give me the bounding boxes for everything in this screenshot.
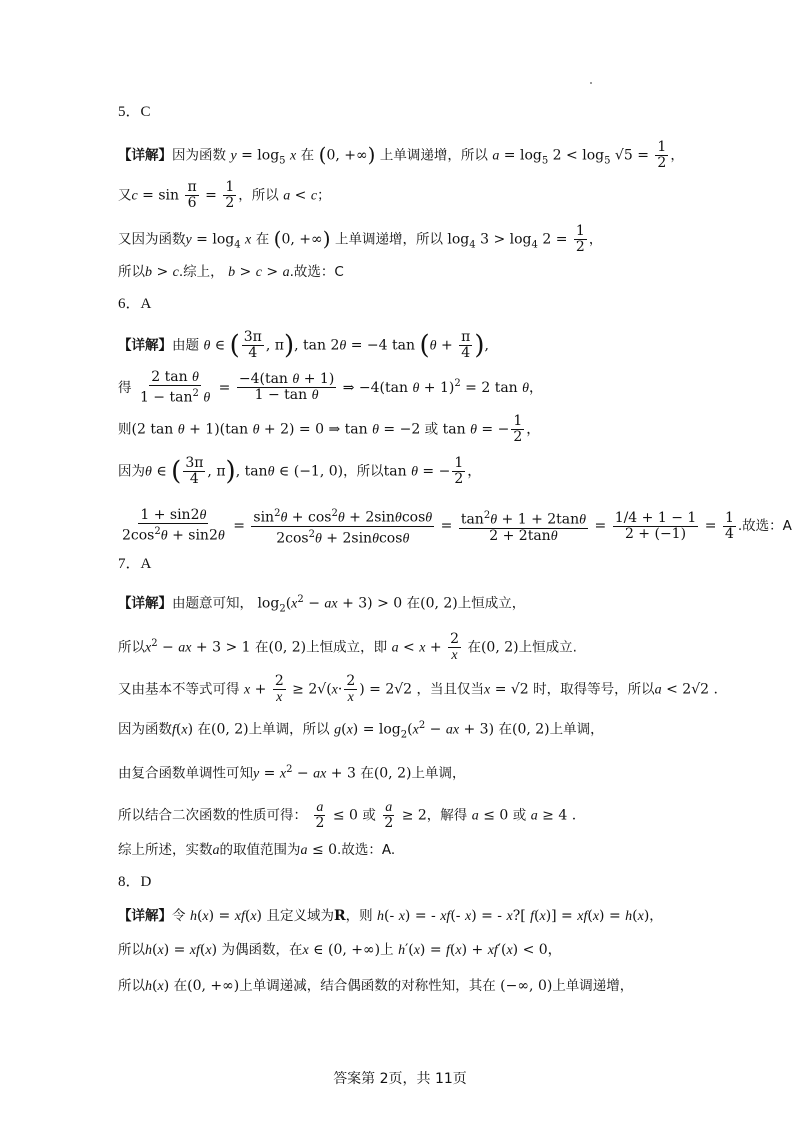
q5-line-1: 【详解】因为函数 $y = \log_5 x$ 在 (0, +∞) 上单调递增，所以 $a = \log_5 2 < \log_5 √5$ = $\frac{1}{2}$ ， bbox=[118, 139, 684, 171]
q7-line-1: 【详解】由题意可知， $\log_2(x^2$ − ax + 3) > 0 在(0, 2)上恒成立， bbox=[118, 594, 526, 615]
q7-line-6: 所以结合二次函数的性质可得： $\frac{a}{2}$ ≤ 0 或 $\frac{a}{2}$ ≥ 2，解得 a ≤ 0 或 a ≥ 4 . bbox=[118, 800, 577, 831]
q8-heading: 8．D bbox=[118, 874, 152, 890]
q7-line-4: 因为函数f(x) 在(0, 2)上单调，所以 $g(x) = \log_2(x^2$ − ax + 3) 在(0, 2)上单调， bbox=[118, 720, 604, 741]
scan-speck bbox=[590, 82, 592, 84]
q7-line-5: 由复合函数单调性可知$y = x^2$ − ax + 3 在(0, 2)上单调， bbox=[118, 764, 466, 782]
q8-line-3: 所以h(x) 在(0, +∞)上单调递减，结合偶函数的对称性知，其在 (−∞, 0)上单调递增， bbox=[118, 978, 634, 994]
q7-line-3: 又由基本不等式可得 x + $\frac{2}{x}$ ≥ 2√(x· $\frac{2}{x}$ ) = 2√2 ，当且仅当x = √2 时，取得等号，所以a < 2√2 . bbox=[118, 673, 718, 705]
q5-line-2: 又c = sin $\frac{\pi}{6}$ = $\frac{1}{2}$ ，所以 a < c； bbox=[118, 179, 331, 211]
q7-line-7: 综上所述，实数a的取值范围为a ≤ 0.故选：A. bbox=[118, 842, 396, 858]
q6-line-4: 因为θ ∈ ( $\frac{3\pi}{4}$ , π), tanθ ∈ (−1, 0)，所以tan θ = − $\frac{1}{2}$ ， bbox=[118, 455, 482, 487]
q8-line-1: 【详解】令 h(x) = xf(x) 且定义域为R，则 h(- x) = - xf(- x) = - x?[ f(x)] = xf(x) = h(x)， bbox=[118, 908, 663, 924]
q6-line-3: 则(2 tan θ + 1)(tan θ + 2) = 0 ⇒ tan θ = −2 或 tan θ = − $\frac{1}{2}$ ， bbox=[118, 413, 541, 445]
q5-line-4: 所以b > c.综上， b > c > a.故选：C bbox=[118, 264, 344, 280]
q5-heading: 5．C bbox=[118, 104, 151, 120]
q6-line-1: 【详解】由题 θ ∈ ( $\frac{3\pi}{4}$ , π), tan 2θ = −4 tan (θ + $\frac{\pi}{4}$ ), bbox=[118, 329, 489, 361]
q7-heading: 7．A bbox=[118, 556, 152, 572]
q7-line-2: 所以$x^2$ − ax + 3 > 1 在(0, 2)上恒成立，即 a < x + $\frac{2}{x}$ 在(0, 2)上恒成立. bbox=[118, 631, 577, 663]
q6-line-2: 得 $\frac{\text{2 tan θ}}{1 - \tan^2 \theta}$ = $\frac{\text{−4(tan θ + 1)}}{\text{1 − tan θ}}$ ⇒ −4(tan θ + 1)$^2$ = 2 tan θ， bbox=[118, 369, 544, 406]
q6-heading: 6．A bbox=[118, 296, 152, 312]
page-footer: 答案第 2页，共 11页 bbox=[333, 1071, 467, 1087]
q8-line-2: 所以h(x) = xf(x) 为偶函数，在x ∈ (0, +∞)上 h′(x) = f(x) + xf′(x) < 0， bbox=[118, 942, 562, 958]
q6-line-5: $\frac{1 + \sin 2\theta}{2\cos^2\theta + \sin 2\theta}$ = $\frac{\sin^2\theta + \cos^2\theta + 2\sin\theta\cos\theta}{2\cos^2\theta + 2\sin\theta\cos\theta}$ = $\frac{\tan^2\theta + 1 + 2\tan\theta}{2 + 2\tan\theta}$ = $\frac{1/4 + 1 - 1}{2 + (-1)}$ = $\frac{1}{4}$ .故选：A bbox=[122, 507, 792, 547]
q5-line-3: 又因为函数$y = \log_4 x$ 在 (0, +∞) 上单调递增，所以 $\log_4 3 > \log_4 2$ = $\frac{1}{2}$ ， bbox=[118, 223, 603, 255]
